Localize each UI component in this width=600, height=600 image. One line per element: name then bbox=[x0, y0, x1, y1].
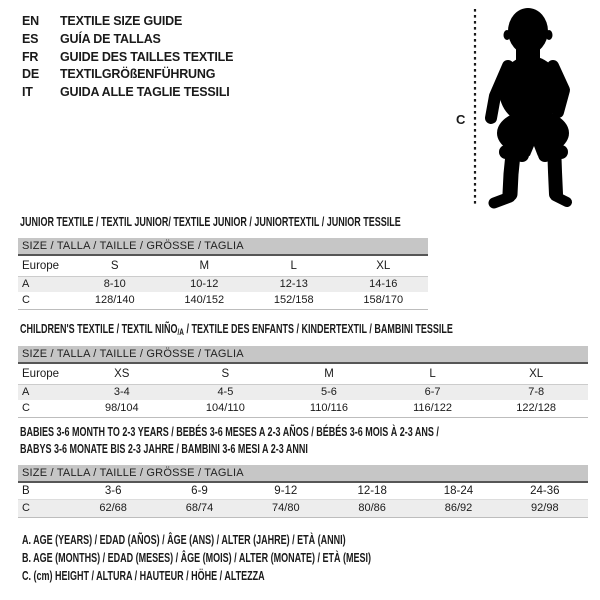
language-row bbox=[22, 66, 233, 84]
junior-size-table bbox=[18, 238, 428, 310]
row-label: C bbox=[22, 402, 30, 414]
table-row-age bbox=[18, 385, 588, 400]
language-title: GUIDA ALLE TAGLIE TESSILI bbox=[60, 85, 230, 100]
babies-title-line2: BABYS 3-6 MONATE BIS 2-3 JAHRE / BAMBINI 3-6 MESI A 2-3 ANNI bbox=[20, 442, 308, 456]
height-cell: 62/68 bbox=[99, 502, 127, 514]
height-cell: 86/92 bbox=[444, 502, 473, 514]
row-label: Europe bbox=[22, 368, 60, 380]
height-cell: 80/86 bbox=[358, 502, 386, 514]
height-cell: 140/152 bbox=[184, 294, 225, 306]
children-title-sub: /A bbox=[177, 327, 184, 337]
age-cell: 12-13 bbox=[279, 278, 308, 290]
age-cell: 10-12 bbox=[190, 278, 219, 290]
language-title: GUIDE DES TAILLES TEXTILE bbox=[60, 49, 234, 64]
table-row-age bbox=[18, 277, 428, 292]
height-cell: 110/116 bbox=[309, 402, 349, 414]
language-row bbox=[22, 49, 233, 67]
language-row bbox=[22, 84, 233, 102]
height-cell: 158/170 bbox=[363, 294, 404, 306]
children-title-pre: CHILDREN'S TEXTILE / TEXTIL NIÑO bbox=[20, 322, 178, 336]
babies-title-line1: BABIES 3-6 MONTH TO 2-3 YEARS / BEBÉS 3-6 MESES A 2-3 AÑOS / BÉBÉS 3-6 MOIS À 2-3 ANS / bbox=[20, 425, 439, 439]
language-row bbox=[22, 13, 233, 31]
toddler-silhouette-shape bbox=[491, 8, 569, 203]
height-cell: 104/110 bbox=[205, 402, 245, 414]
months-cell: 18-24 bbox=[443, 485, 474, 497]
size-cell: S bbox=[110, 260, 119, 272]
footnote-height-cm: C. (cm) HEIGHT / ALTURA / HAUTEUR / HÖHE / ALTEZZA bbox=[22, 569, 265, 583]
height-cell: 128/140 bbox=[94, 294, 135, 306]
months-cell: 12-18 bbox=[357, 485, 387, 497]
row-label: B bbox=[22, 485, 30, 497]
age-cell: 4-5 bbox=[217, 386, 234, 398]
size-cell: XS bbox=[114, 368, 130, 380]
footnote-age-years: A. AGE (YEARS) / EDAD (AÑOS) / ÂGE (ANS) / ALTER (JAHRE) / ETÀ (ANNI) bbox=[22, 533, 346, 547]
size-header-bar: SIZE / TALLA / TAILLE / GRÖSSE / TAGLIA bbox=[18, 238, 428, 256]
height-cell: 68/74 bbox=[185, 502, 214, 514]
table-row-months bbox=[18, 483, 588, 500]
language-row bbox=[22, 31, 233, 49]
language-title: TEXTILE SIZE GUIDE bbox=[60, 14, 183, 28]
age-cell: 8-10 bbox=[103, 278, 126, 290]
height-cell: 152/158 bbox=[273, 294, 314, 306]
language-code: EN bbox=[22, 14, 39, 28]
language-code: ES bbox=[22, 31, 39, 46]
table-row-europe bbox=[18, 364, 588, 385]
toddler-silhouette-icon bbox=[450, 4, 590, 214]
size-cell: S bbox=[221, 368, 230, 380]
size-header-bar: SIZE / TALLA / TAILLE / GRÖSSE / TAGLIA bbox=[18, 346, 588, 364]
language-code: DE bbox=[22, 67, 39, 82]
height-cell: 74/80 bbox=[272, 502, 300, 514]
footnote-legend bbox=[22, 531, 371, 585]
table-row-height bbox=[18, 292, 428, 310]
height-cell: 98/104 bbox=[104, 402, 139, 414]
row-label: Europe bbox=[22, 260, 60, 272]
size-cell: L bbox=[429, 368, 436, 380]
language-title-list bbox=[22, 13, 233, 102]
months-cell: 3-6 bbox=[104, 485, 122, 497]
height-cell: 92/98 bbox=[531, 502, 559, 514]
months-cell: 6-9 bbox=[191, 485, 208, 497]
row-label: A bbox=[22, 386, 30, 398]
row-label: A bbox=[22, 278, 30, 290]
junior-table-title: JUNIOR TEXTILE / TEXTIL JUNIOR/ TEXTILE JUNIOR / JUNIORTEXTIL / JUNIOR TESSILE bbox=[20, 215, 401, 229]
size-cell: XL bbox=[376, 260, 391, 272]
babies-size-table bbox=[18, 465, 588, 518]
language-code: IT bbox=[22, 85, 33, 100]
size-header-bar: SIZE / TALLA / TAILLE / GRÖSSE / TAGLIA bbox=[18, 465, 588, 483]
size-cell: XL bbox=[529, 368, 544, 380]
height-measure-label: C bbox=[456, 112, 466, 127]
age-cell: 5-6 bbox=[321, 386, 337, 398]
age-cell: 3-4 bbox=[113, 386, 130, 398]
age-cell: 6-7 bbox=[424, 386, 441, 398]
size-cell: M bbox=[324, 368, 334, 380]
size-cell: M bbox=[199, 260, 210, 272]
height-figure bbox=[450, 4, 590, 214]
height-cell: 122/128 bbox=[516, 402, 557, 414]
height-cell: 116/122 bbox=[413, 402, 453, 414]
language-title: TEXTILGRÖßENFÜHRUNG bbox=[60, 67, 216, 82]
table-row-europe bbox=[18, 256, 428, 277]
language-code: FR bbox=[22, 49, 39, 64]
row-label: C bbox=[22, 294, 30, 306]
table-row-height bbox=[18, 400, 588, 418]
children-title-post: / TEXTILE DES ENFANTS / KINDERTEXTIL / BAMBINI TESSILE bbox=[183, 322, 453, 336]
table-row-height bbox=[18, 500, 588, 518]
children-size-table bbox=[18, 346, 588, 418]
babies-table-title bbox=[20, 424, 439, 458]
row-label: C bbox=[22, 502, 30, 514]
age-cell: 7-8 bbox=[528, 386, 545, 398]
months-cell: 9-12 bbox=[274, 485, 298, 497]
size-cell: L bbox=[290, 260, 297, 272]
language-title: GUÍA DE TALLAS bbox=[60, 31, 161, 46]
footnote-age-months: B. AGE (MONTHS) / EDAD (MESES) / ÂGE (MOIS) / ALTER (MONATE) / ETÀ (MESI) bbox=[22, 551, 371, 565]
children-table-title bbox=[20, 322, 453, 337]
age-cell: 14-16 bbox=[369, 278, 398, 290]
months-cell: 24-36 bbox=[530, 485, 560, 497]
